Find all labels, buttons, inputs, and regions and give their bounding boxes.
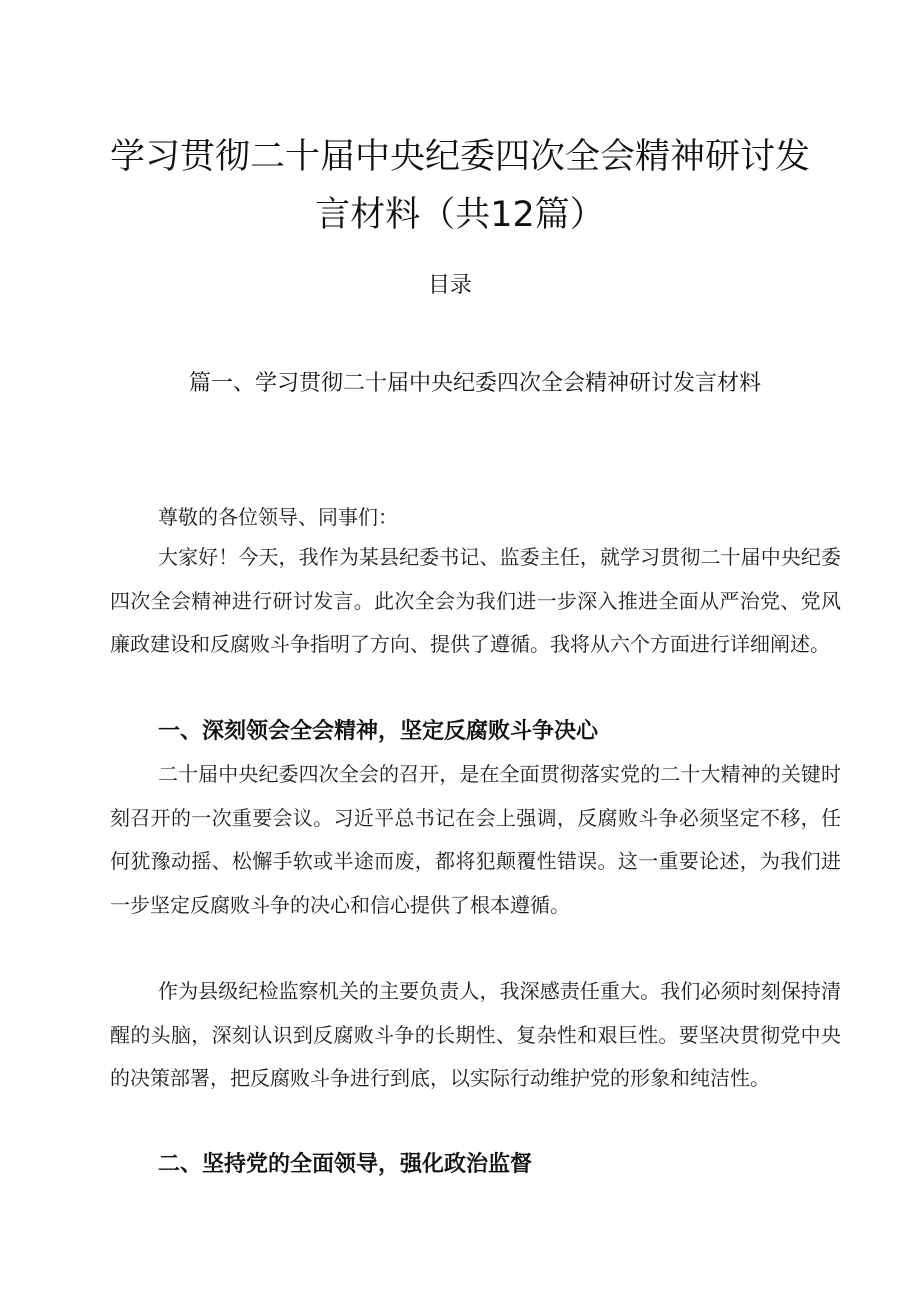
salutation: 尊敬的各位领导、同事们：: [158, 505, 398, 529]
paragraph-section-1-a: 二十届中央纪委四次全会的召开，是在全面贯彻落实党的二十大精神的关键时刻召开的一次重要会议。习近平总书记在会上强调，反腐败斗争必须坚定不移，任何犹豫动摇、松懈手软或半途而废，都将犯颠覆性错误。这一重要论述，为我们进一步坚定反腐败斗争的决心和信心提供了根本遵循。: [110, 762, 841, 917]
toc-entry[interactable]: 篇一、学习贯彻二十届中央纪委四次全会精神研讨发言材料: [188, 371, 761, 396]
toc-heading: 目录: [427, 273, 472, 298]
document-title: 学习贯彻二十届中央纪委四次全会精神研讨发言材料（共12篇）: [110, 137, 811, 235]
section-heading-1: 一、深刻领会全会精神，坚定反腐败斗争决心: [158, 719, 599, 744]
paragraph-intro: 大家好！今天，我作为某县纪委书记、监委主任，就学习贯彻二十届中央纪委四次全会精神进行研讨发言。此次全会为我们进一步深入推进全面从严治党、党风廉政建设和反腐败斗争指明了方向、提供了遵循。我将从六个方面进行详细阐述。: [110, 545, 841, 656]
paragraph-section-1-b: 作为县级纪检监察机关的主要负责人，我深感责任重大。我们必须时刻保持清醒的头脑，深刻认识到反腐败斗争的长期性、复杂性和艰巨性。要坚决贯彻党中央的决策部署，把反腐败斗争进行到底，以实际行动维护党的形象和纯洁性。: [110, 979, 841, 1090]
section-heading-2: 二、坚持党的全面领导，强化政治监督: [158, 1152, 533, 1177]
